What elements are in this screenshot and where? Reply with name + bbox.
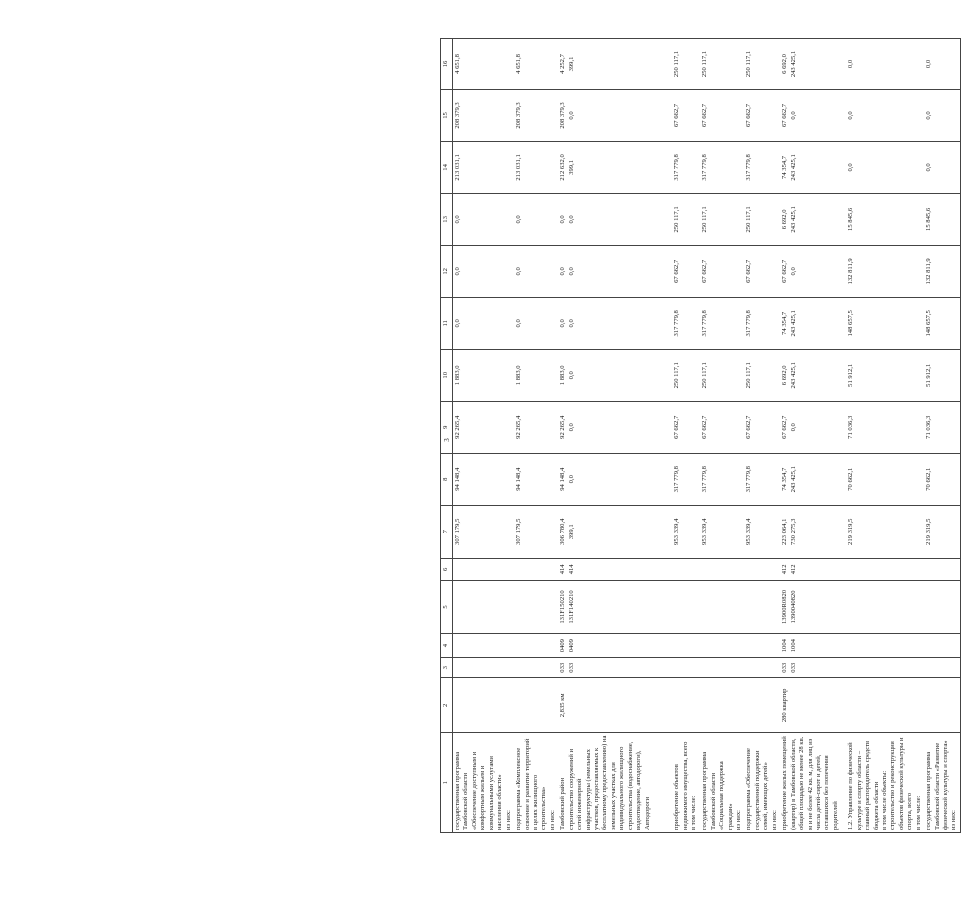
table-body: [453, 39, 961, 833]
column-number: 8: [441, 453, 453, 505]
table-cell: 250 117,1: [700, 193, 744, 245]
row-label: Тамбовский район строительство сооружений и сетей инженерной инфраструктуры (земельных участков, предоставляемых к бесплатному предоставлению) на земельных участках для индивидуального жилищного строительства (водоснабжение, водоотведение, автодороги), Автодороги: [558, 733, 672, 833]
table-cell: 250 117,1: [744, 39, 780, 90]
table-cell: [514, 658, 558, 678]
row-label: государственная программа Тамбовской области «Развитие физической культуры и спорта» из них:: [924, 733, 960, 833]
table-cell: 71 036,3: [846, 401, 924, 453]
table-cell: [672, 678, 700, 733]
table-cell: 0,0: [924, 141, 960, 193]
table-cell: 67 662,7: [744, 401, 780, 453]
page-number: 3: [442, 438, 451, 442]
table-cell: 148 657,5: [846, 297, 924, 349]
table-cell: 2,835 км: [558, 678, 672, 733]
table-cell: 0,0: [453, 193, 515, 245]
table-cell: 0,0 0,0: [558, 245, 672, 297]
table-cell: 4 651,8: [453, 39, 515, 90]
table-cell: 0,0 0,0: [558, 297, 672, 349]
table-cell: 219 319,5: [924, 505, 960, 558]
table-cell: 0,0: [453, 297, 515, 349]
table-cell: 306 780,4 399,1: [558, 505, 672, 558]
table-row: [780, 39, 846, 833]
table-cell: [672, 633, 700, 657]
table-cell: [846, 658, 924, 678]
table-row: [558, 39, 672, 833]
table-cell: [453, 678, 515, 733]
table-cell: 307 179,5: [453, 505, 515, 558]
column-number: 16: [441, 39, 453, 90]
table-cell: 208 379,3 0,0: [558, 89, 672, 141]
table-cell: [700, 633, 744, 657]
table-cell: 213 031,1: [453, 141, 515, 193]
table-cell: 132 811,9: [924, 245, 960, 297]
table-cell: 250 117,1: [672, 193, 700, 245]
table-cell: [924, 580, 960, 633]
table-cell: [700, 658, 744, 678]
table-cell: [846, 558, 924, 580]
table-cell: 033 033: [558, 658, 672, 678]
table-cell: [924, 633, 960, 657]
table-cell: 033 033: [780, 658, 846, 678]
table-cell: 70 662,1: [846, 453, 924, 505]
table-cell: 92 265,4: [453, 401, 515, 453]
row-label: приобретение жилых помещений (квартир) в Тамбовской области, общей площадью не менее 28 кв. м и не более 42 кв. м, для лиц из числа детей-сирот и детей, оставшихся без попечения родителей: [780, 733, 846, 833]
table-cell: 219 319,5: [846, 505, 924, 558]
column-number: 6: [441, 558, 453, 580]
column-number: 1: [441, 733, 453, 833]
rotated-table-container: [440, 38, 958, 833]
table-cell: 250 117,1: [672, 349, 700, 401]
table-cell: [744, 558, 780, 580]
row-label: государственная программа Тамбовской области «Социальная поддержка граждан» из них:: [700, 733, 744, 833]
table-cell: 223 064,1 730 275,3: [780, 505, 846, 558]
column-number: 11: [441, 297, 453, 349]
row-label: приобретение объектов недвижимого имущества, всего в том числе:: [672, 733, 700, 833]
table-cell: [846, 580, 924, 633]
budget-table: [440, 38, 961, 833]
column-number: 2: [441, 678, 453, 733]
table-cell: 317 779,8: [672, 297, 700, 349]
table-cell: 94 148,4 0,0: [558, 453, 672, 505]
table-cell: 0,0: [846, 89, 924, 141]
table-cell: 1 883,0: [514, 349, 558, 401]
table-cell: [924, 558, 960, 580]
table-cell: 250 117,1: [744, 193, 780, 245]
table-cell: 74 354,7 243 425,1: [780, 297, 846, 349]
table-cell: [453, 558, 515, 580]
table-cell: 15 845,6: [846, 193, 924, 245]
table-cell: 0,0: [846, 39, 924, 90]
column-number: 10: [441, 349, 453, 401]
table-cell: 317 779,8: [700, 453, 744, 505]
table-row: [514, 39, 558, 833]
table-row: [924, 39, 960, 833]
table-cell: 0,0: [514, 297, 558, 349]
table-cell: 0,0: [453, 245, 515, 297]
table-cell: [744, 678, 780, 733]
table-cell: 131F150210 131F140210: [558, 580, 672, 633]
table-cell: 953 339,4: [744, 505, 780, 558]
table-cell: 67 662,7: [700, 245, 744, 297]
table-cell: 307 179,5: [514, 505, 558, 558]
table-cell: 0,0: [514, 193, 558, 245]
column-number: 15: [441, 89, 453, 141]
table-row: [846, 39, 924, 833]
row-label: подпрограмма «Комплексное освоение и развитие территорий в целях жилищного строительства» из них:: [514, 733, 558, 833]
table-cell: 67 662,7: [700, 401, 744, 453]
table-cell: 6 692,0 243 425,1: [780, 349, 846, 401]
table-cell: 250 117,1: [672, 39, 700, 90]
table-row: [700, 39, 744, 833]
table-cell: [700, 678, 744, 733]
row-label: государственная программа Тамбовской области «Обеспечение доступным и комфортным жильем и коммунальными услугами населения области» из них:: [453, 733, 515, 833]
table-cell: 148 657,5: [924, 297, 960, 349]
table-cell: 0,0: [924, 89, 960, 141]
table-cell: 317 779,8: [672, 141, 700, 193]
table-cell: [846, 678, 924, 733]
table-cell: 317 779,8: [744, 297, 780, 349]
table-cell: 6 692,0 243 425,1: [780, 193, 846, 245]
table-cell: 15 845,6: [924, 193, 960, 245]
table-cell: [453, 580, 515, 633]
table-cell: 317 779,8: [700, 141, 744, 193]
table-cell: 0,0 0,0: [558, 193, 672, 245]
table-cell: 71 036,3: [924, 401, 960, 453]
table-cell: 74 354,7 243 425,1: [780, 141, 846, 193]
table-row: [672, 39, 700, 833]
table-cell: 67 662,7 0,0: [780, 89, 846, 141]
table-cell: 4 252,7 399,1: [558, 39, 672, 90]
table-cell: 0,0: [846, 141, 924, 193]
table-cell: 51 912,1: [924, 349, 960, 401]
table-cell: [744, 658, 780, 678]
table-cell: [514, 580, 558, 633]
table-cell: 250 117,1: [700, 39, 744, 90]
table-cell: 0,0: [924, 39, 960, 90]
table-cell: [672, 558, 700, 580]
table-cell: 1 883,0 0,0: [558, 349, 672, 401]
table-cell: 13900R0820 1390040820: [780, 580, 846, 633]
table-cell: 67 662,7: [672, 401, 700, 453]
table-cell: 250 117,1: [700, 349, 744, 401]
table-cell: [514, 558, 558, 580]
table-cell: [514, 633, 558, 657]
table-cell: 1004 1004: [780, 633, 846, 657]
table-cell: 412 412: [780, 558, 846, 580]
table-cell: 67 662,7: [672, 245, 700, 297]
table-row: [453, 39, 515, 833]
table-cell: [672, 658, 700, 678]
table-cell: 70 662,1: [924, 453, 960, 505]
column-number: 9: [441, 401, 453, 453]
table-cell: 0409 0409: [558, 633, 672, 657]
table-cell: 67 662,7: [672, 89, 700, 141]
row-label: 1.2. Управление по физической культуре и спорту области – главный распорядитель средств бюджета области в том числе объекты: строительство и реконструкция объектов физической культуры и спорта, всего в том числе:: [846, 733, 924, 833]
table-cell: 213 031,1: [514, 141, 558, 193]
table-cell: 132 811,9: [846, 245, 924, 297]
table-cell: 212 632,0 399,1: [558, 141, 672, 193]
column-number: 4: [441, 633, 453, 657]
table-cell: [924, 678, 960, 733]
table-cell: [846, 633, 924, 657]
table-cell: 51 912,1: [846, 349, 924, 401]
table-cell: 317 779,8: [672, 453, 700, 505]
table-cell: 317 779,8: [744, 141, 780, 193]
table-cell: 67 662,7 0,0: [780, 401, 846, 453]
table-cell: 4 651,8: [514, 39, 558, 90]
table-cell: 67 662,7: [744, 245, 780, 297]
table-cell: [700, 558, 744, 580]
table-cell: 94 148,4: [453, 453, 515, 505]
table-cell: 67 662,7 0,0: [780, 245, 846, 297]
table-cell: 208 379,3: [453, 89, 515, 141]
column-number: 13: [441, 193, 453, 245]
table-cell: 92 265,4: [514, 401, 558, 453]
table-cell: [672, 580, 700, 633]
row-label: подпрограмма «Обеспечение государственной поддержки семей, имеющих детей» из них:: [744, 733, 780, 833]
table-cell: 74 354,7 243 425,1: [780, 453, 846, 505]
table-cell: 0,0: [514, 245, 558, 297]
table-cell: [744, 633, 780, 657]
table-cell: [924, 658, 960, 678]
table-cell: 317 779,8: [744, 453, 780, 505]
table-cell: [700, 580, 744, 633]
table-cell: 67 662,7: [700, 89, 744, 141]
table-cell: 92 265,4 0,0: [558, 401, 672, 453]
table-cell: 280 квартир: [780, 678, 846, 733]
table-cell: 208 379,3: [514, 89, 558, 141]
column-number: 3: [441, 658, 453, 678]
table-cell: 414 414: [558, 558, 672, 580]
column-number: 14: [441, 141, 453, 193]
table-cell: 250 117,1: [744, 349, 780, 401]
table-cell: 94 148,4: [514, 453, 558, 505]
column-number-row: [441, 39, 453, 833]
table-cell: [744, 580, 780, 633]
table-cell: 317 779,8: [700, 297, 744, 349]
table-cell: 1 883,0: [453, 349, 515, 401]
column-number: 7: [441, 505, 453, 558]
column-number: 12: [441, 245, 453, 297]
table-cell: [453, 658, 515, 678]
table-cell: 67 662,7: [744, 89, 780, 141]
table-cell: [453, 633, 515, 657]
column-number: 5: [441, 580, 453, 633]
table-cell: 6 692,0 243 425,1: [780, 39, 846, 90]
table-cell: 953 339,4: [672, 505, 700, 558]
table-row: [744, 39, 780, 833]
table-cell: [514, 678, 558, 733]
table-cell: 953 339,4: [700, 505, 744, 558]
